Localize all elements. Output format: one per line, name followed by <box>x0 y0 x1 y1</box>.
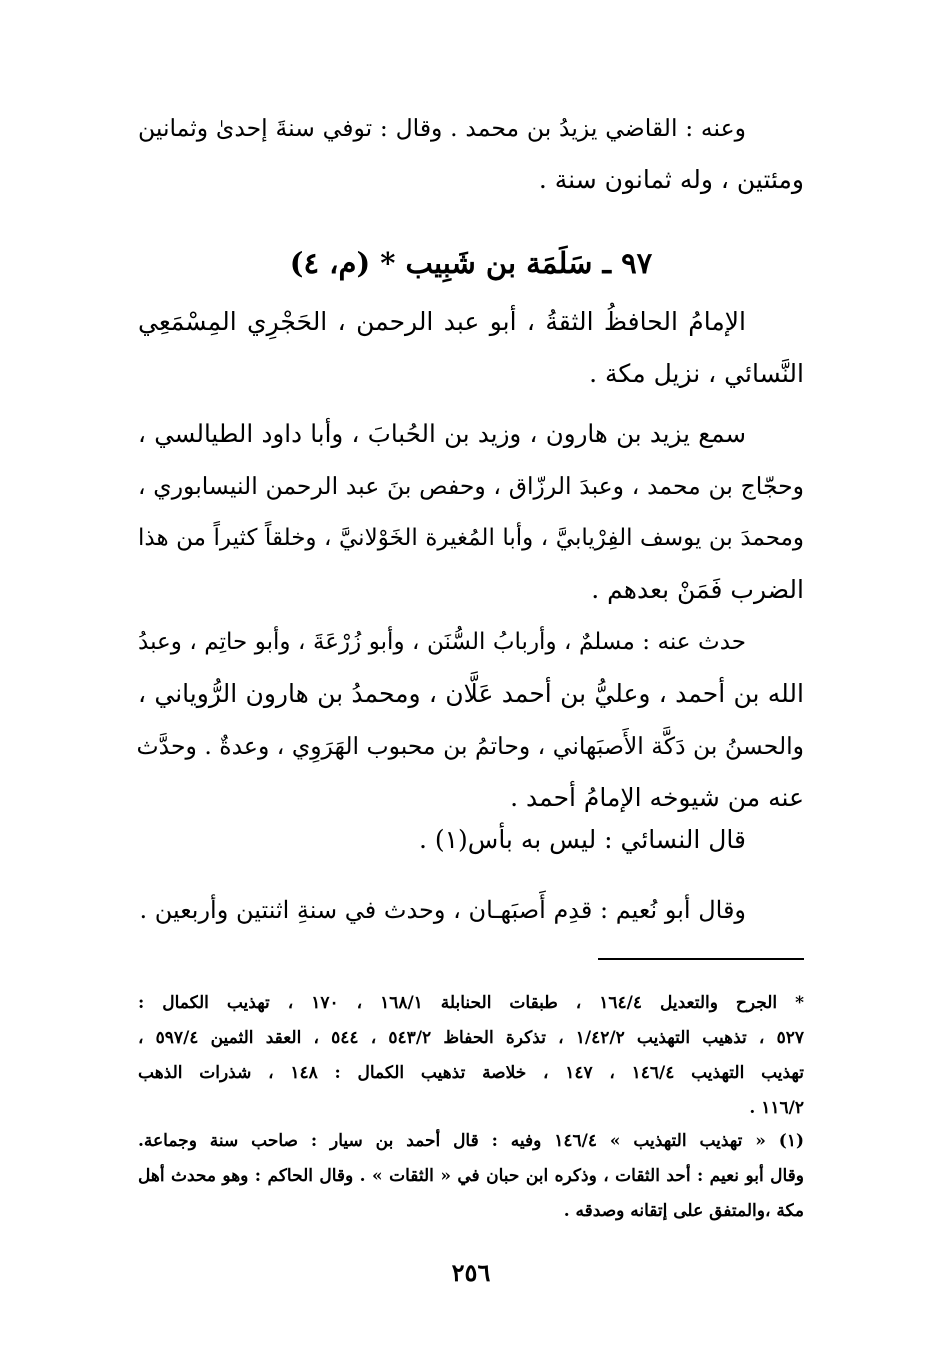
text-line: قال النسائي : ليس به بأس(١) . <box>418 825 746 854</box>
teachers-paragraph <box>138 408 804 616</box>
students-paragraph <box>138 616 804 824</box>
intro-paragraph <box>138 102 804 206</box>
text-line: وحجّاج بن محمد ، وعبدَ الرزّاق ، وحفص بنَ عبد الرحمن النيسابوري ، <box>138 472 804 500</box>
footnote-1 <box>138 1124 804 1229</box>
text-line: الإمامُ الحافظُ الثقةُ ، أبو عبد الرحمن ، الحَجْرِي المِسْمَعِي <box>138 307 746 336</box>
footnote-sources <box>138 986 804 1126</box>
text-line: الله بن أحمد ، وعليُّ بن أحمد عَلَّان ، ومحمدُ بن هارون الرُّوياني ، <box>138 679 804 708</box>
footnote-line: مكة ،والمتفق على إتقانه وصدقه . <box>563 1201 804 1221</box>
footnote-line: ١١٦/٢ . <box>749 1098 804 1118</box>
footnote-divider <box>598 958 804 960</box>
footnote-line: تهذيب التهذيب ١٤٦/٤ ، ١٤٧ ، خلاصة تذهيب الكمال : ١٤٨ ، شذرات الذهب <box>138 1063 804 1083</box>
text-line: سمع يزيد بن هارون ، وزيد بن الحُبابَ ، وأبا داود الطيالسي ، <box>138 419 746 448</box>
text-line: وقال أبو نُعيم : قدِم أَصبَهـان ، وحدث في سنةِ اثنتين وأربعين . <box>139 896 746 924</box>
text-line: ومئتين ، وله ثمانون سنة . <box>538 165 804 194</box>
text-line: الضرب فَمَنْ بعدهم . <box>591 575 804 604</box>
footnote-line: وقال أبو نعيم : أحد الثقات ، وذكره ابن حبان في « الثقات » . وقال الحاكم : وهو محدث أهل <box>138 1166 804 1186</box>
biography-intro <box>138 296 804 400</box>
text-line: ومحمدَ بن يوسف الفِرْيابيَّ ، وأبا المُغيرة الخَوْلانيَّ ، وخلقاً كثيراً من هذا <box>138 525 804 551</box>
text-line: وعنه : القاضي يزيدُ بن محمد . وقال : توفي سنةَ إحدىٰ وثمانين <box>138 114 746 142</box>
footnote-line: (١) « تهذيب التهذيب » ١٤٦/٤ وفيه : قال أحمد بن سيار : صاحب سنة وجماعة. <box>138 1131 804 1151</box>
entry-title: ٩٧ ـ سَلَمَة بن شَبِيب * (م، ٤) <box>289 246 653 280</box>
text-line: حدث عنه : مسلمٌ ، وأربابُ السُّنَن ، وأبو زُرْعَةَ ، وأبو حاتِم ، وعبدُ <box>138 629 746 655</box>
text-line: والحسنُ بن دَكَّة الأَصبَهاني ، وحاتمُ بن محبوب الهَرَوِي ، وعدةٌ . وحدَّث <box>136 732 804 760</box>
nasai-quote <box>138 814 804 866</box>
footnote-line: ٥٢٧ ، تذهيب التهذيب ١/٤٢/٢ ، تذكرة الحفاظ ٥٤٣/٢ ، ٥٤٤ ، العقد الثمين ٥٩٧/٤ ، <box>138 1028 804 1048</box>
footnote-line: * الجرح والتعديل ١٦٤/٤ ، طبقات الحنابلة ١٦٨/١ ، ١٧٠ ، تهذيب الكمال : <box>138 993 804 1013</box>
abu-nuaym-quote <box>138 884 804 936</box>
page-number: ٢٥٦ <box>451 1258 491 1287</box>
text-line: النَّسائي ، نزيل مكة . <box>589 359 804 388</box>
text-line: عنه من شيوخه الإمامُ أحمد . <box>510 783 804 812</box>
